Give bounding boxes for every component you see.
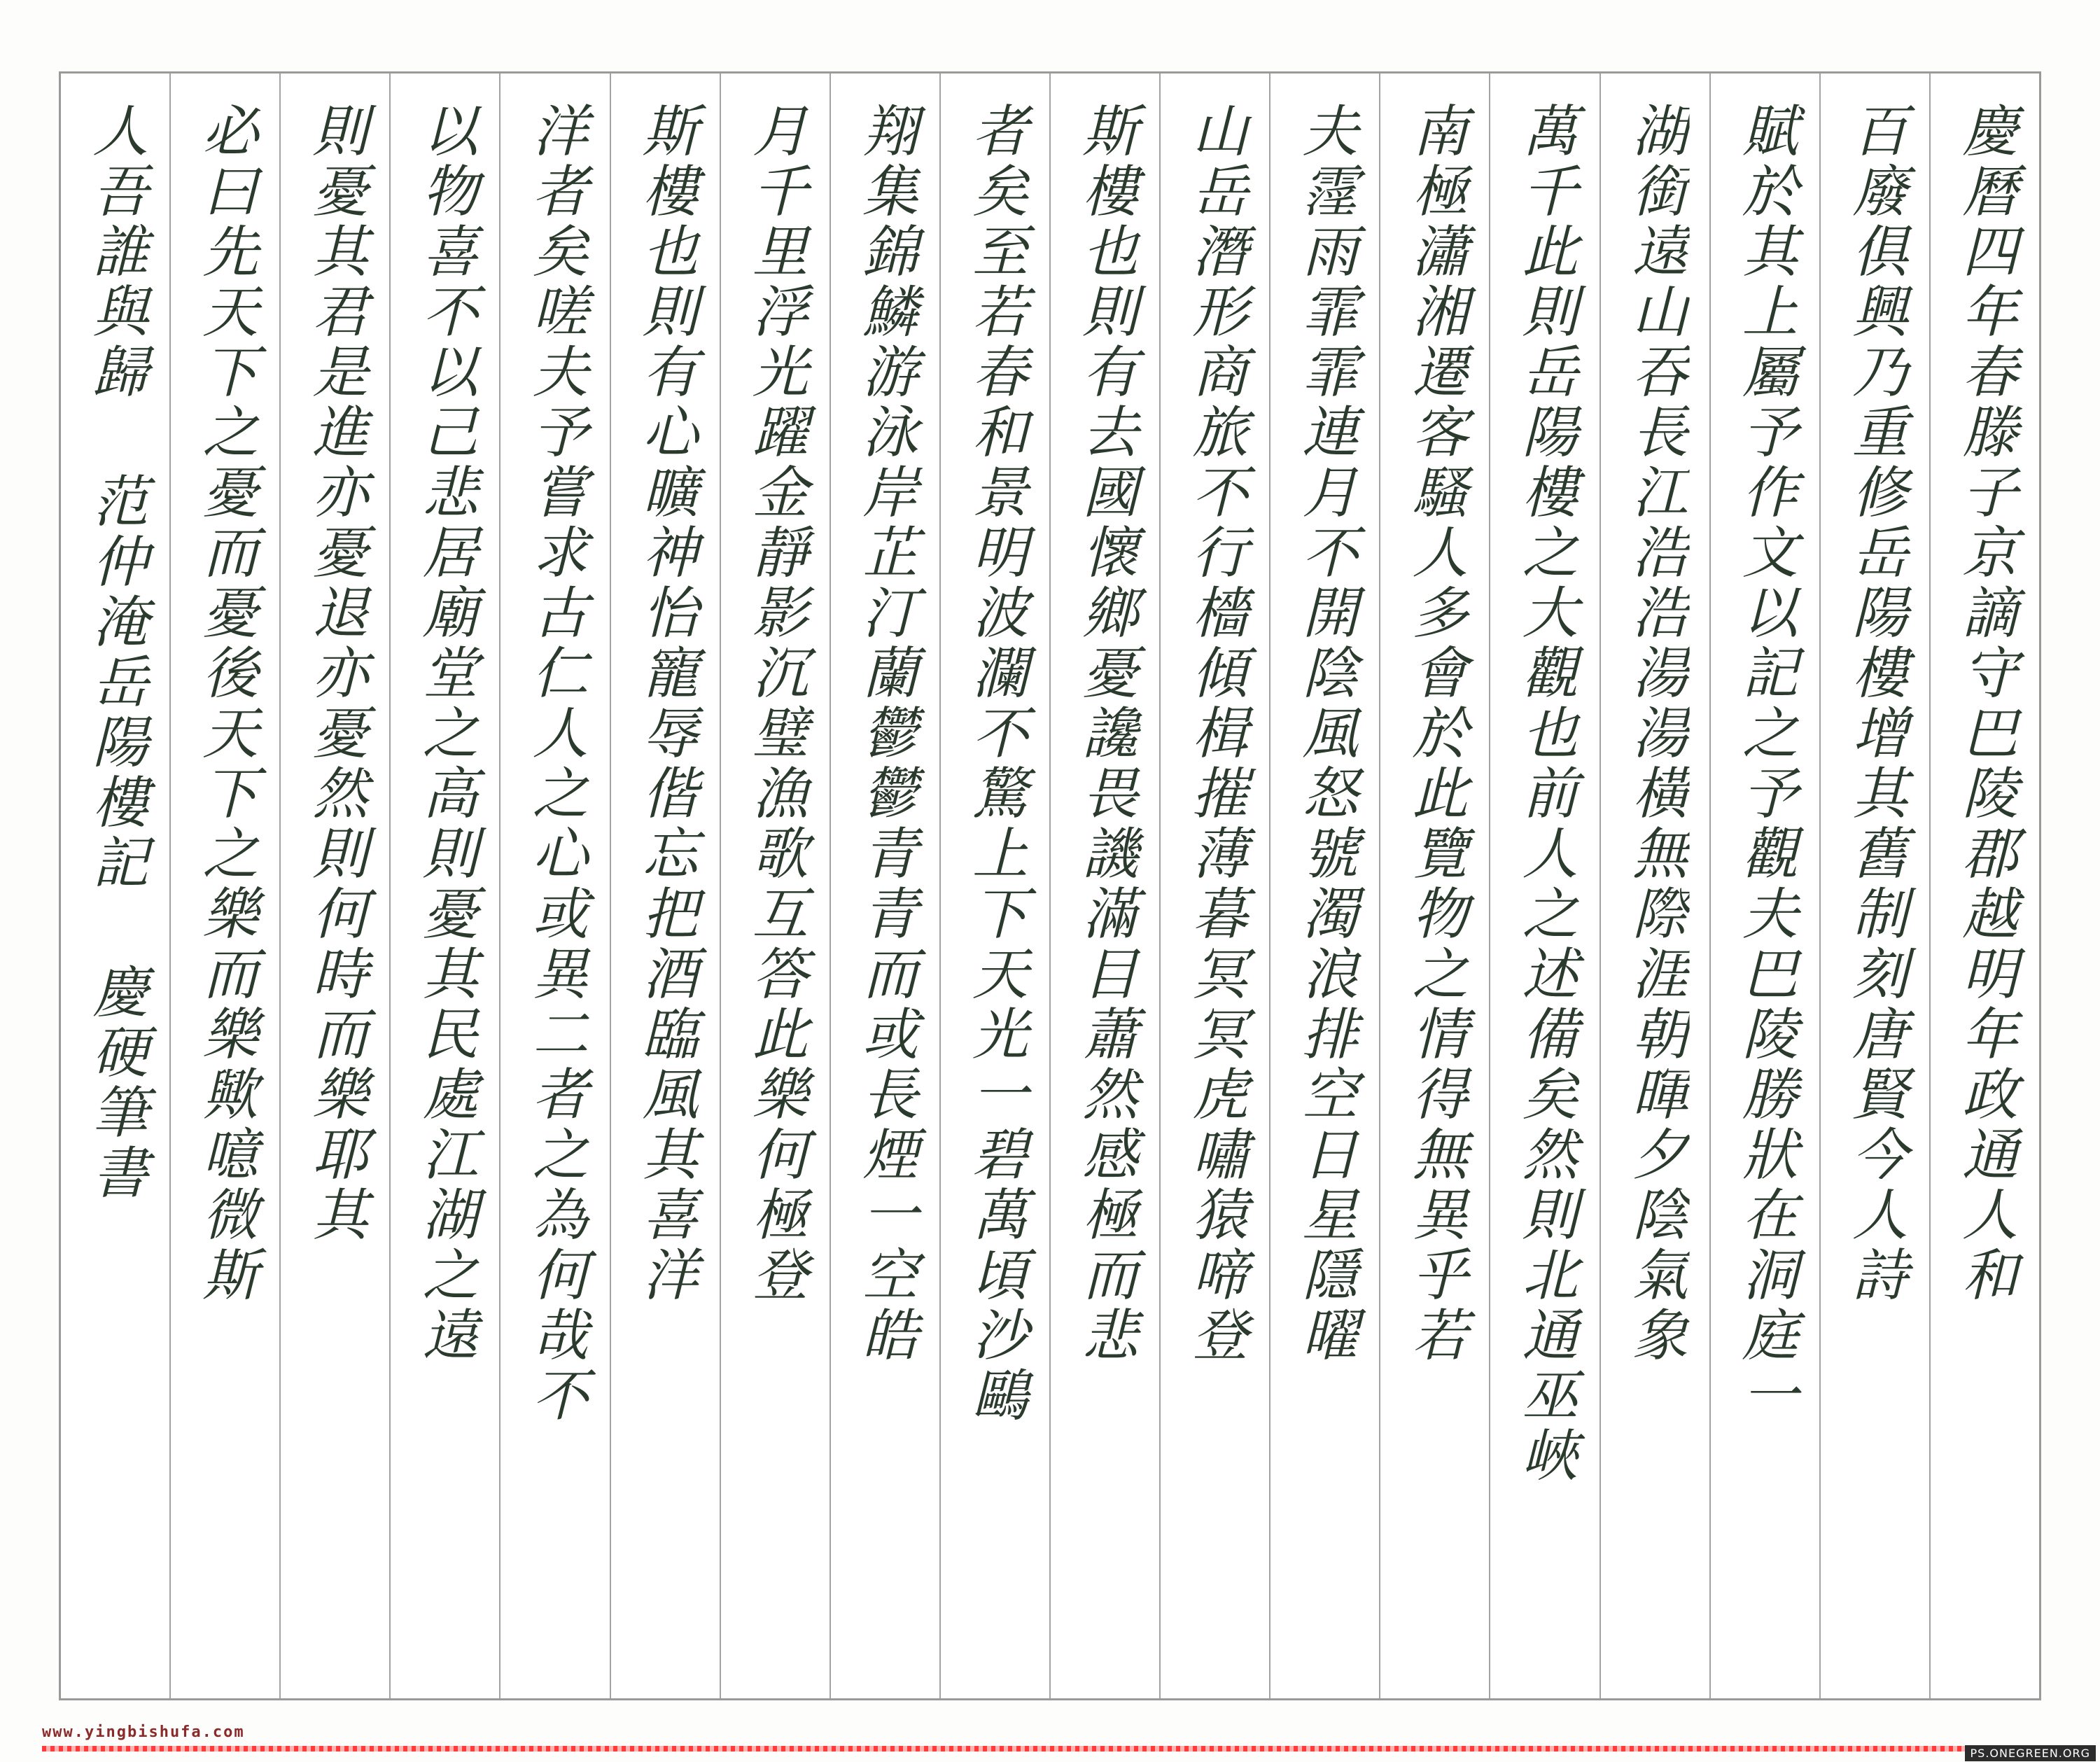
- column-2-text: 百廢俱興乃重修岳陽樓增其舊制刻唐賢今人詩: [1842, 102, 1908, 1306]
- column-2: [1819, 74, 1929, 1698]
- column-17: [169, 74, 279, 1698]
- column-14: [499, 74, 609, 1698]
- column-9-text: 斯樓也則有去國懷鄉憂讒畏譏滿目蕭然感極而悲: [1072, 102, 1138, 1366]
- column-16-text: 則憂其君是進亦憂退亦憂然則何時而樂耶其: [302, 102, 368, 1245]
- column-6-text: 南極瀟湘遷客騷人多會於此覽物之情得無異乎若: [1402, 102, 1468, 1366]
- column-15-text: 以物喜不以己悲居廟堂之高則憂其民處江湖之遠: [412, 102, 478, 1366]
- watermark-badge: PS.ONEGREEN.ORG: [1965, 1745, 2096, 1761]
- column-3-text: 賦於其上屬予作文以記之予觀夫巴陵勝狀在洞庭一: [1732, 102, 1798, 1426]
- column-1-text: 慶曆四年春滕子京謫守巴陵郡越明年政通人和: [1952, 102, 2018, 1306]
- column-8: [1159, 74, 1269, 1698]
- site-url[interactable]: www.yingbishufa.com: [42, 1723, 245, 1741]
- column-18: [61, 74, 169, 1698]
- column-13: [610, 74, 720, 1698]
- column-11: [830, 74, 939, 1698]
- column-3: [1709, 74, 1819, 1698]
- text-columns: [61, 74, 2039, 1698]
- column-14-text: 洋者矣嗟夫予嘗求古仁人之心或異二者之為何哉不: [523, 102, 589, 1426]
- column-7: [1269, 74, 1379, 1698]
- manuscript-grid: [59, 71, 2041, 1700]
- column-18-text: 人吾誰與歸 范仲淹岳陽樓記 慶硬筆書: [83, 102, 148, 1203]
- column-5-text: 萬千此則岳陽樓之大觀也前人之述備矣然則北通巫峽: [1513, 102, 1578, 1486]
- column-7-text: 夫霪雨霏霏連月不開陰風怒號濁浪排空日星隱曜: [1292, 102, 1358, 1366]
- column-11-text: 翔集錦鱗游泳岸芷汀蘭鬱鬱青青而或長煙一空皓: [853, 102, 918, 1366]
- column-10-text: 者矣至若春和景明波瀾不驚上下天光一碧萬頃沙鷗: [962, 102, 1028, 1426]
- column-4-text: 湖銜遠山吞長江浩浩湯湯橫無際涯朝暉夕陰氣象: [1623, 102, 1688, 1366]
- column-5: [1489, 74, 1599, 1698]
- column-13-text: 斯樓也則有心曠神怡寵辱偕忘把酒臨風其喜洋: [633, 102, 699, 1306]
- column-16: [279, 74, 389, 1698]
- column-8-text: 山岳潛形商旅不行檣傾楫摧薄暮冥冥虎嘯猿啼登: [1182, 102, 1248, 1366]
- column-15: [389, 74, 499, 1698]
- footer-stripe: [42, 1746, 1974, 1751]
- column-12: [720, 74, 830, 1698]
- column-1: [1929, 74, 2039, 1698]
- column-4: [1600, 74, 1709, 1698]
- column-10: [939, 74, 1049, 1698]
- column-9: [1049, 74, 1159, 1698]
- column-12-text: 月千里浮光躍金靜影沉璧漁歌互答此樂何極登: [743, 102, 808, 1306]
- column-17-text: 必曰先天下之憂而憂後天下之樂而樂歟噫微斯: [192, 102, 258, 1306]
- column-6: [1379, 74, 1489, 1698]
